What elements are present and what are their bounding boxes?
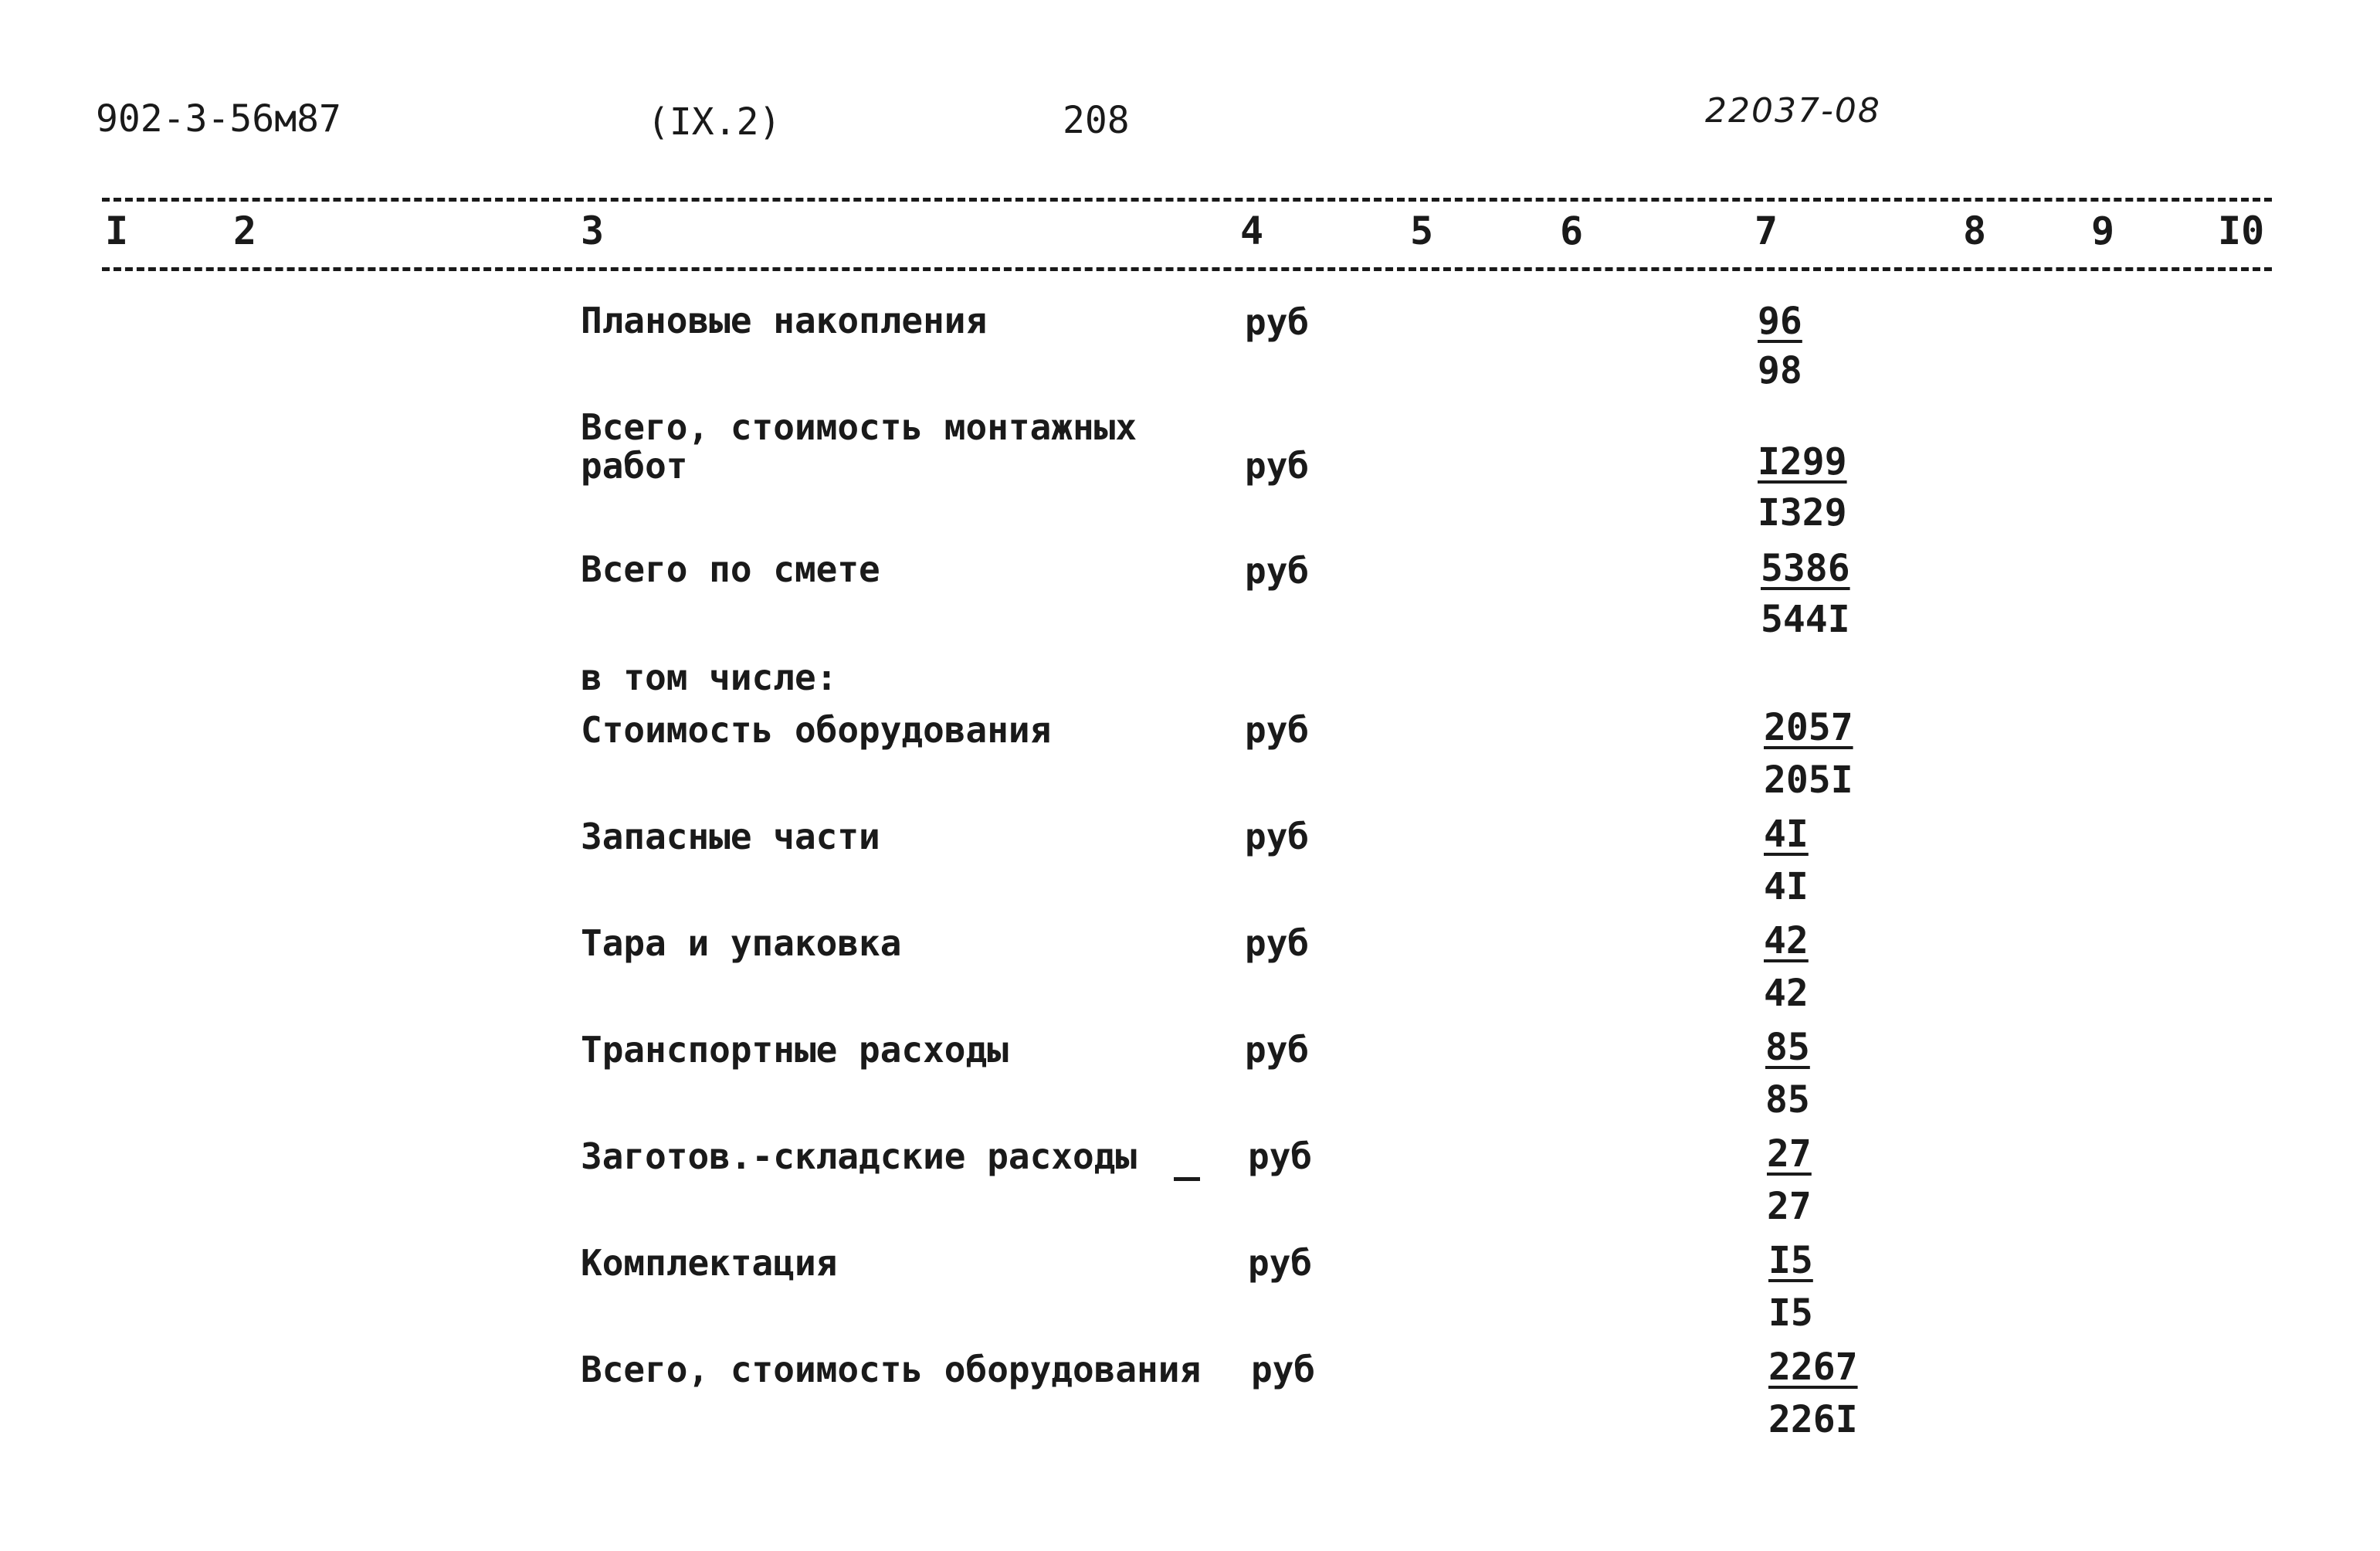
value-actual: I5 <box>1768 1291 1813 1335</box>
value-estimate: I5 <box>1768 1239 1813 1282</box>
table-header-bottom-rule <box>102 267 2272 271</box>
row-unit: руб <box>1245 816 1310 857</box>
value-estimate: 4I <box>1764 813 1809 856</box>
value-estimate: 2057 <box>1764 706 1853 749</box>
value-actual: 42 <box>1764 972 1809 1015</box>
value-actual: 226I <box>1768 1398 1858 1441</box>
page-number: 208 <box>1063 99 1130 142</box>
value-actual: 85 <box>1765 1078 1810 1122</box>
section-number: (IX.2) <box>647 100 781 144</box>
row-label-total-installation-cost: Всего, стоимость монтажных работ <box>581 406 1137 487</box>
row-unit: руб <box>1248 1242 1313 1284</box>
column-number-1: I <box>105 209 129 253</box>
table-top-rule <box>102 198 2272 202</box>
row-label-packaging: Тара и упаковка <box>581 922 902 964</box>
value-actual: 27 <box>1767 1185 1812 1228</box>
handwritten-stamp: 22037-08 <box>1705 91 1881 131</box>
row-unit: руб <box>1251 1349 1316 1390</box>
row-unit: руб <box>1245 445 1310 487</box>
column-number-9: 9 <box>2091 209 2115 253</box>
row-label-kitting: Комплектация <box>581 1242 838 1284</box>
row-label-total-by-estimate: Всего по смете <box>581 548 880 590</box>
row-unit: руб <box>1245 922 1310 964</box>
column-number-5: 5 <box>1410 209 1434 253</box>
column-number-3: 3 <box>581 209 605 253</box>
row-label-equipment-cost: Стоимость оборудования <box>581 709 1052 751</box>
value-actual: I329 <box>1758 491 1847 535</box>
row-label-procurement-storage-costs: Заготов.-складские расходы <box>581 1135 1137 1177</box>
row-label-total-equipment-cost: Всего, стоимость оборудования <box>581 1349 1202 1390</box>
column-number-2: 2 <box>233 209 257 253</box>
row-label-planned-savings: Плановые накопления <box>581 300 988 341</box>
document-code: 902-3-56м87 <box>96 97 341 141</box>
value-actual: 98 <box>1758 349 1802 392</box>
value-estimate: 27 <box>1767 1132 1812 1176</box>
column-number-8: 8 <box>1963 209 1987 253</box>
value-estimate: 2267 <box>1768 1346 1858 1389</box>
value-actual: 544I <box>1761 598 1850 641</box>
row-unit: руб <box>1245 709 1310 751</box>
row-unit: руб <box>1245 550 1310 592</box>
column-number-4: 4 <box>1240 209 1264 253</box>
value-estimate: I299 <box>1758 440 1847 484</box>
column-number-10: I0 <box>2218 209 2265 253</box>
dash-mark <box>1174 1177 1200 1181</box>
column-number-6: 6 <box>1560 209 1584 253</box>
value-estimate: 42 <box>1764 919 1809 962</box>
value-estimate: 85 <box>1765 1026 1810 1069</box>
row-label-spare-parts: Запасные части <box>581 816 880 857</box>
row-unit: руб <box>1245 301 1310 343</box>
row-unit: руб <box>1245 1029 1310 1071</box>
row-label-transport-costs: Транспортные расходы <box>581 1029 1009 1071</box>
row-label-including: в том числе: <box>581 657 838 698</box>
value-estimate: 5386 <box>1761 547 1850 590</box>
value-estimate: 96 <box>1758 300 1802 343</box>
value-actual: 4I <box>1764 865 1809 908</box>
row-unit: руб <box>1248 1135 1313 1177</box>
column-number-7: 7 <box>1754 209 1778 253</box>
value-actual: 205I <box>1764 759 1853 802</box>
